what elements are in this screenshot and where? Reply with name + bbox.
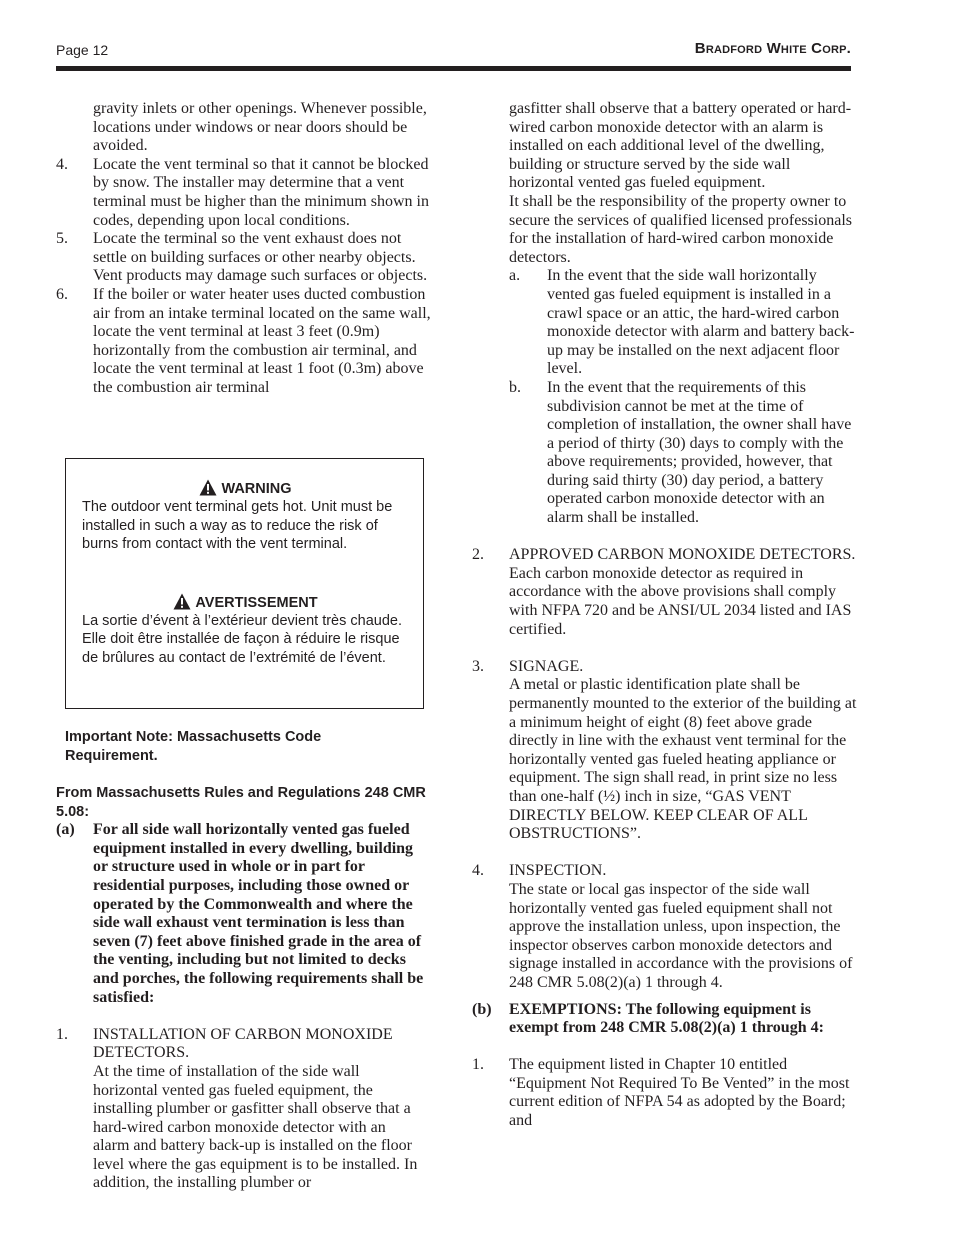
list-item-4 <box>56 156 436 230</box>
list-text: If the boiler or water heater uses ducted combustion air from an intake terminal located on the same wall, locate the vent terminal at least 3 feet (0.9m) horizontally from the combustion air terminal, and locate the vent terminal at least 1 foot (0.3m) above the combustion air terminal <box>93 285 431 396</box>
company-name: Bradford White Corp. <box>694 40 851 57</box>
list-number: a. <box>509 267 521 285</box>
list-number: 2. <box>472 546 484 564</box>
warning-text-fr: La sortie d’évent à l’extérieur devient très chaude. Elle doit être installée de façon à réduire le risque de brûlures au contact de l’extrémité de l’évent. <box>82 613 402 666</box>
list-number: 5. <box>56 230 68 248</box>
list-text: Locate the terminal so the vent exhaust does not settle on building surfaces or other nearby objects. Vent products may damage such surfaces or objects. <box>93 230 428 285</box>
list-number: 1. <box>472 1056 484 1074</box>
sub-item-a <box>509 267 857 379</box>
list-number: 4. <box>472 862 484 880</box>
continued-paragraph: gasfitter shall observe that a battery operated or hard-wired carbon monoxide detector with an alarm is installed on each additional level of the dwelling, building or structure served by the side wall horizontal vented gas fueled equipment. <box>509 100 852 192</box>
massachusetts-rules <box>56 784 426 1193</box>
mass-rules-heading: From Massachusetts Rules and Regulations 248 CMR 5.08: <box>56 785 426 820</box>
list-text: In the event that the side wall horizontally vented gas fueled equipment is installed in a crawl space or an attic, the hard-wired carbon monoxide detector with alarm and battery back-up may be installed on the next adjacent floor level. <box>547 267 855 378</box>
list-number: b. <box>509 378 521 396</box>
list-number: 1. <box>56 1025 68 1043</box>
intro-paragraph: gravity inlets or other openings. Whenever possible, locations under windows or near doors should be avoided. <box>93 100 427 155</box>
important-note: Important Note: Massachusetts Code Requirement. <box>65 729 322 764</box>
list-text: Each carbon monoxide detector as required in accordance with the above provisions shall comply with NFPA 720 and be ANSI/UL 2034 listed and IAS certified. <box>509 564 852 638</box>
list-text: At the time of installation of the side wall horizontal vented gas fueled equipment, the installing plumber or gasfitter shall observe that a hard-wired carbon monoxide detector with an alarm and battery back-up is installed on the floor level where the gas equipment is to be installed. In addition, the installing plumber or <box>93 1062 418 1192</box>
list-number: 6. <box>56 285 68 303</box>
list-item-5 <box>56 230 436 286</box>
list-text: A metal or plastic identification plate shall be permanently mounted to the exterior of the building at a minimum height of eight (8) feet above grade directly in line with the exhaust vent terminal for the horizontally vented gas fueled heating appliance or equipment. The sign shall read, in print size no less than one-half (½) inch in size, “GAS VENT DIRECTLY BELOW. KEEP CLEAR OF ALL OBSTRUCTIONS”. <box>509 676 857 843</box>
warning-title-fr-text: AVERTISSEMENT <box>195 594 318 611</box>
list-title: INSTALLATION OF CARBON MONOXIDE DETECTORS. <box>93 1025 393 1062</box>
sub-list <box>472 267 857 527</box>
warning-title <box>82 479 409 498</box>
item-1 <box>56 1026 426 1193</box>
item-3 <box>472 658 857 844</box>
item-4 <box>472 862 857 992</box>
page-number: Page 12 <box>56 42 109 58</box>
list-text: EXEMPTIONS: The following equipment is exempt from 248 CMR 5.08(2)(a) 1 through 4: <box>509 1000 824 1037</box>
list-text: The state or local gas inspector of the side wall horizontally vented gas fueled equipment shall not approve the installation unless, upon inspection, the inspector observes carbon monoxide detectors and signage installed in accordance with the provisions of 248 CMR 5.08(2)(a) 1 through 4. <box>509 880 853 991</box>
list-text: The equipment listed in Chapter 10 entitled “Equipment Not Required To Be Vented” in the most current edition of NFPA 54 as adopted by the Board; and <box>509 1056 850 1130</box>
list-text: In the event that the requirements of this subdivision cannot be met at the time of completion of installation, the owner shall have a period of thirty (30) days to comply with the above requirements; provided, however, that during said thirty (30) day period, a battery operated carbon monoxide detector with an alarm shall be installed. <box>547 378 852 527</box>
list-title: SIGNAGE. <box>509 657 584 675</box>
list-text: For all side wall horizontally vented gas fueled equipment installed in every dwelling, building or structure used in whole or in part for residential purposes, including those owned or operated by the Commonwealth and where the side wall exhaust vent termination is less than seven (7) feet above finished grade in the area of the venting, including but not limited to decks and porches, the following requirements shall be satisfied: <box>93 821 424 1006</box>
header-rule <box>56 66 851 71</box>
right-column <box>472 100 857 1131</box>
list-item-6 <box>56 286 436 398</box>
sub-item-b <box>509 379 857 528</box>
warning-triangle-icon <box>199 479 217 496</box>
item-b <box>472 1001 857 1038</box>
warning-text: The outdoor vent terminal gets hot. Unit must be installed in such a way as to reduce the risk of burns from contact with the vent terminal. <box>82 499 393 553</box>
list-number: (b) <box>472 1000 492 1018</box>
item-2 <box>472 546 857 639</box>
list-title: APPROVED CARBON MONOXIDE DETECTORS. <box>509 546 856 564</box>
warning-title-text: WARNING <box>221 481 292 497</box>
list-number: (a) <box>56 821 75 839</box>
list-number: 4. <box>56 155 68 173</box>
owner-paragraph: It shall be the responsibility of the property owner to secure the services of qualified licensed professionals for the installation of hard-wired carbon monoxide detectors. <box>509 192 852 266</box>
exemption-1 <box>472 1056 857 1130</box>
warning-box <box>65 458 424 709</box>
list-number: 3. <box>472 657 484 675</box>
list-text: Locate the vent terminal so that it cannot be blocked by snow. The installer may determine that a vent terminal must be higher than the minimum shown in codes, depending upon local conditions. <box>93 155 429 229</box>
left-column <box>56 100 436 398</box>
list-title: INSPECTION. <box>509 862 607 880</box>
item-a <box>56 821 426 1007</box>
warning-title-fr <box>82 593 409 612</box>
warning-triangle-icon <box>173 593 191 610</box>
